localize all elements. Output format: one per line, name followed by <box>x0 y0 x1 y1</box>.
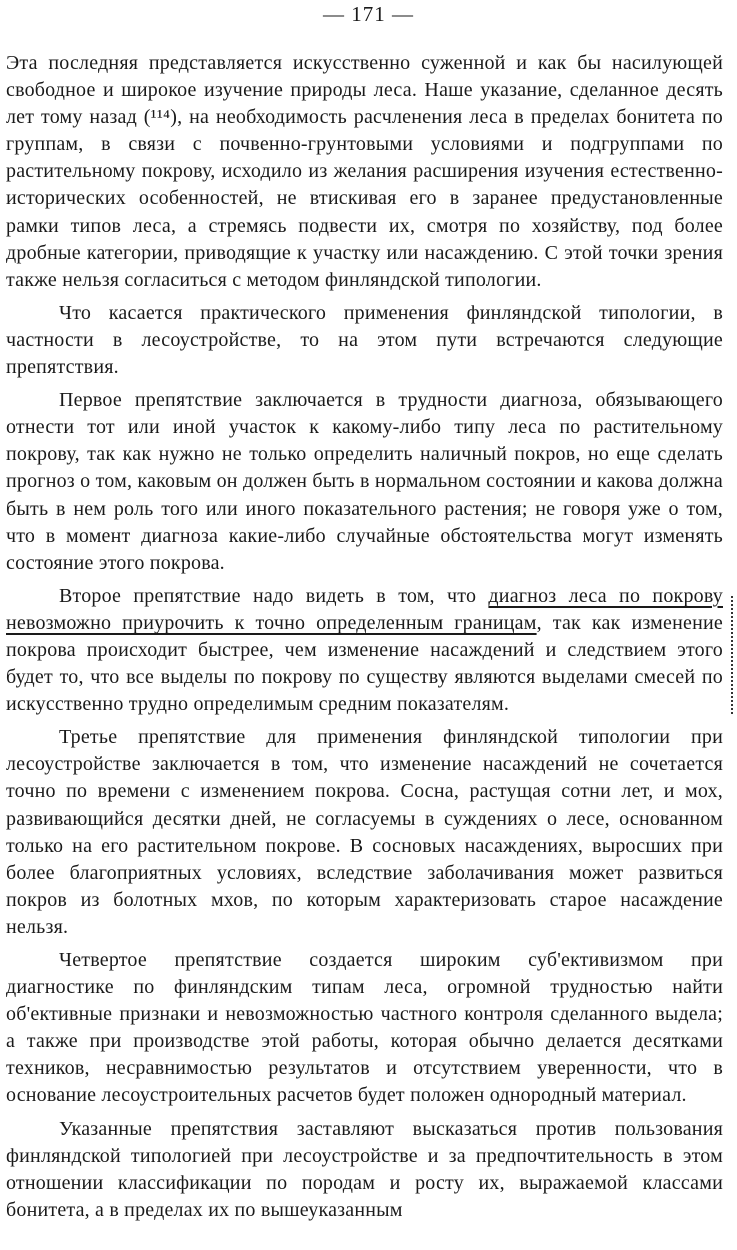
paragraph-5: Третье препятствие для применения финляндской типологии при лесоустройстве заключается в том, что изменение насаждений не сочетается точно по времени с изменением покрова. Сосна, растущая сотни лет, и мох, развивающийся десятки дней, не согласуемы в суждениях о лесе, основанном только на его растительном покрове. В сосновых насаждениях, выросших при более благоприятных условиях, вследствие заболачивания может развиться покров из болотных мхов, по которым характеризовать старое насаждение нельзя. <box>6 726 723 938</box>
page-number: — 171 — <box>323 2 414 26</box>
paragraph-4-end: , так как изменение покрова происходит быстрее, чем изменение насаждений и следствием этого будет то, что все выделы по покрову по существу являются выделами смесей по искусственно трудно определимым средним показателям. <box>6 611 723 716</box>
paragraph-1: Эта последняя представляется искусственно суженной и как бы насилующей свободное и широкое изучение природы леса. Наше указание, сделанное десять лет тому назад (¹¹⁴), на необходимость расчленения леса в пределах бонитета по группам, в связи с почвенно-грунтовыми условиями и подгруппами по растительному покрову, исходило из желания расширения изучения естественно-исторических особенностей, не втискивая его в заранее предустановленные рамки типов леса, а стремясь подвести их, смотря по хозяйству, под более дробные категории, приводящие к участку или насаждению. С этой точки зрения также нельзя согласиться с методом финляндской типологии. <box>6 52 723 291</box>
paragraph-2: Что касается практического применения финляндской типологии, в частности в лесоустройстве, то на этом пути встречаются следующие препятствия. <box>6 301 723 379</box>
paragraph-4-start: Второе препятствие надо видеть в том, что <box>59 584 489 607</box>
paragraph-4 <box>6 583 723 718</box>
paragraph-6: Четвертое препятствие создается широким суб'ективизмом при диагностике по финляндским типам леса, огромной трудностью найти об'ективные признаки и невозможностью частного контроля сделанного выдела; а также при производстве этой работы, которая обычно делается десятками техников, несравнимостью результатов и отсутствием уверенности, что в основание лесоустроительных расчетов будет положен однородный материал. <box>6 949 723 1107</box>
underlined-passage: диагноз леса по покрову невозможно приурочить к точно определенным границам <box>6 584 723 634</box>
page-body-text <box>6 50 723 1230</box>
paragraph-3: Первое препятствие заключается в трудности диагноза, обязывающего отнести тот или иной участок к какому-либо типу леса по растительному покрову, так как нужно не только определить наличный покров, но еще сделать прогноз о том, каковым он должен быть в нормальном состоянии и какова должна быть в нем роль того или иного показательного растения; не говоря уже о том, что в момент диагноза какие-либо случайные обстоятельства могут изменять состояние этого покрова. <box>6 389 723 574</box>
margin-pencil-mark <box>731 596 735 714</box>
paragraph-7: Указанные препятствия заставляют высказаться против пользования финляндской типологией при лесоустройстве и за предпочтительность в этом отношении классификации по породам и росту их, выражаемой классами бонитета, а в пределах их по вышеуказанным <box>6 1117 723 1221</box>
